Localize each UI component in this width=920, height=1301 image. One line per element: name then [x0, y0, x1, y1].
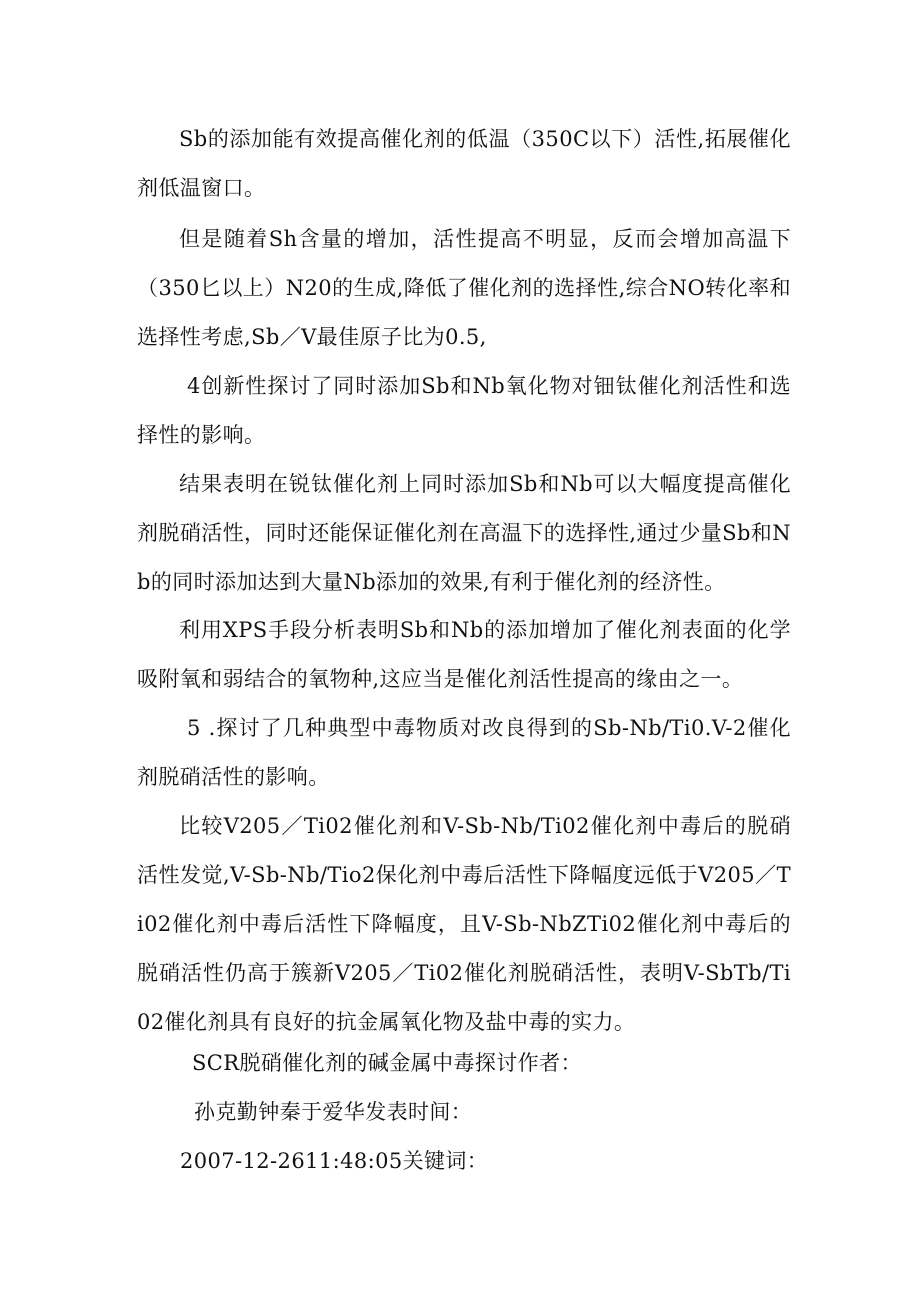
paragraph-comparison: 比较V205／Ti02催化剂和V-Sb-Nb/Ti02催化剂中毒后的脱硝活性发觉,V-Sb-Nb/Tio2保化剂中毒后活性下降幅度远低于V205／Ti02催化剂中毒后活性下降幅度，且V-Sb-NbZTi02催化剂中毒后的脱硝活性仍高于簇新V205／Ti02催化剂脱硝活性，表明V-SbTb/Ti02催化剂具有良好的抗金属氧化物及盐中毒的实力。: [137, 814, 791, 1034]
paragraph-innovation: 4创新性探讨了同时添加Sb和Nb氧化物对钿钛催化剂活性和选择性的影响。: [137, 374, 791, 447]
article-title-line: SCR脱硝催化剂的碱金属中毒探讨作者：: [192, 1051, 582, 1075]
author-line: 孙克勤钟秦于爱华发表时间：: [194, 1100, 473, 1124]
paragraph-results: 结果表明在锐钛催化剂上同时添加Sb和Nb可以大幅度提高催化剂脱硝活性，同时还能保证催化剂在高温下的选择性,通过少量Sb和Nb的同时添加达到大量Nb添加的效果,有利于催化剂的经济性。: [137, 472, 791, 594]
paragraph-poisoning: 5 .探讨了几种典型中毒物质对改良得到的Sb-Nb/Ti0.V-2催化剂脱硝活性的影响。: [137, 716, 791, 789]
paragraph-sb-content: 但是随着Sh含量的增加，活性提高不明显，反而会增加高温下（350匕以上）N20的生成,降低了催化剂的选择性,综合NO转化率和选择性考虑,Sb／V最佳原子比为0.5,: [137, 227, 791, 349]
paragraph-xps: 利用XPS手段分析表明Sb和Nb的添加增加了催化剂表面的化学吸附氧和弱结合的氧物种,这应当是催化剂活性提高的缘由之一。: [137, 618, 791, 691]
paragraph-sb-low-temp: Sb的添加能有效提高催化剂的低温（350C以下）活性,拓展催化剂低温窗口。: [137, 127, 791, 200]
date-line: 2007-12-2611:48:05关键词：: [180, 1149, 489, 1173]
